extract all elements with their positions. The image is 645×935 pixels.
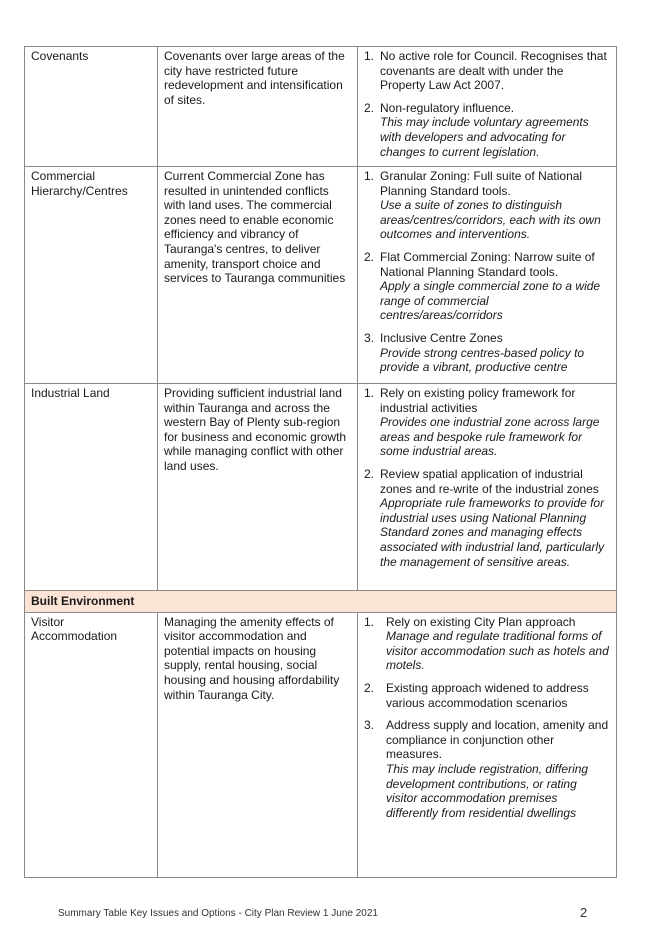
option-text: No active role for Council. Recognises that covenants are dealt with under the Property Law Act 2007. [380,49,607,93]
options-cell [358,167,617,384]
option-item: 2. Non-regulatory influence. This may include voluntary agreements with developers and advocating for changes to current legislation. [364,101,610,159]
context-cell: Current Commercial Zone has resulted in unintended conflicts with land uses. The commercial zones need to enable economic efficiency and vibrancy of Tauranga's centres, to deliver amenity, transport choice and services to Tauranga communities [158,167,358,384]
option-description: This may include voluntary agreements with developers and advocating for changes to current legislation. [380,115,589,159]
option-item: 1. Granular Zoning: Full suite of National Planning Standard tools. Use a suite of zones to distinguish areas/centres/corridors, each with its own outcomes and interventions. [364,169,610,242]
option-description: Manage and regulate traditional forms of visitor accommodation such as hotels and motels. [386,629,609,673]
option-text: Review spatial application of industrial zones and re-write of the industrial zones [380,466,599,496]
option-description: Appropriate rule frameworks to provide for industrial uses using National Planning Standard zones and managing effects associated with industrial land, particularly the management of sensitive areas. [380,496,605,569]
options-list [364,49,610,159]
option-item: 2. Review spatial application of industrial zones and re-write of the industrial zones Appropriate rule frameworks to provide for industrial uses using National Planning Standard zones and managing effects associated with industrial land, particularly the management of sensitive areas. [364,467,610,569]
table-row [25,167,617,384]
option-description: This may include registration, differing development contributions, or rating visitor accommodation premises differently from residential dwellings [386,761,589,820]
context-cell: Providing sufficient industrial land within Tauranga and across the western Bay of Plenty sub-region for business and economic growth while managing conflict with other land uses. [158,384,358,591]
context-cell: Managing the amenity effects of visitor accommodation and potential impacts on housing supply, rental housing, social housing and housing affordability within Tauranga City. [158,612,358,877]
page-footer: Summary Table Key Issues and Options - City Plan Review 1 June 2021 [58,908,378,919]
section-title: Built Environment [25,591,617,613]
option-text: Address supply and location, amenity and compliance in conjunction other measures. [386,718,609,762]
section-header-row [25,591,617,613]
option-item: 3. Inclusive Centre Zones Provide strong centres-based policy to provide a vibrant, productive centre [364,331,610,375]
issue-cell: Visitor Accommodation [25,612,158,877]
option-description: Use a suite of zones to distinguish areas/centres/corridors, each with its own outcomes and interventions. [380,198,601,242]
options-cell [358,612,617,877]
issue-cell: Commercial Hierarchy/Centres [25,167,158,384]
option-text: Non-regulatory influence. [380,100,515,115]
table-row [25,612,617,877]
option-description: Provides one industrial zone across large areas and bespoke rule framework for some industrial areas. [380,415,600,459]
issue-cell: Industrial Land [25,384,158,591]
option-text: Flat Commercial Zoning: Narrow suite of National Planning Standard tools. [380,249,595,279]
option-item: 2. Existing approach widened to address various accommodation scenarios [364,680,589,710]
options-cell [358,47,617,167]
option-description: Provide strong centres-based policy to provide a vibrant, productive centre [380,345,585,375]
option-item: 1. No active role for Council. Recognises that covenants are dealt with under the Property Law Act 2007. [364,49,607,93]
page-number: 2 [580,905,588,920]
issue-cell: Covenants [25,47,158,167]
option-item: 2. Flat Commercial Zoning: Narrow suite of National Planning Standard tools. Apply a single commercial zone to a wide range of commercial centres/areas/corridors [364,250,610,323]
table-row [25,47,617,167]
option-description: Apply a single commercial zone to a wide range of commercial centres/areas/corridors [380,279,601,323]
option-text: Granular Zoning: Full suite of National Planning Standard tools. [380,169,583,198]
option-item: 1. Rely on existing policy framework for industrial activities Provides one industrial zone across large areas and bespoke rule framework for some industrial areas. [364,386,610,459]
option-item: 3. Address supply and location, amenity and compliance in conjunction other measures. This may include registration, differing development contributions, or rating visitor accommodation premises differently from residential dwellings [364,718,609,820]
options-cell [358,384,617,591]
options-list [364,169,610,375]
option-text: Rely on existing policy framework for industrial activities [380,386,576,415]
option-item: 1. Rely on existing City Plan approach Manage and regulate traditional forms of visitor accommodation such as hotels and motels. [364,614,609,673]
options-list [364,615,610,821]
option-text: Rely on existing City Plan approach [386,614,576,629]
option-text: Inclusive Centre Zones [380,330,503,345]
table-row [25,384,617,591]
context-cell: Covenants over large areas of the city have restricted future redevelopment and intensification of sites. [158,47,358,167]
options-list [364,386,610,569]
issues-options-table [24,46,617,878]
option-text: Existing approach widened to address various accommodation scenarios [386,680,589,710]
